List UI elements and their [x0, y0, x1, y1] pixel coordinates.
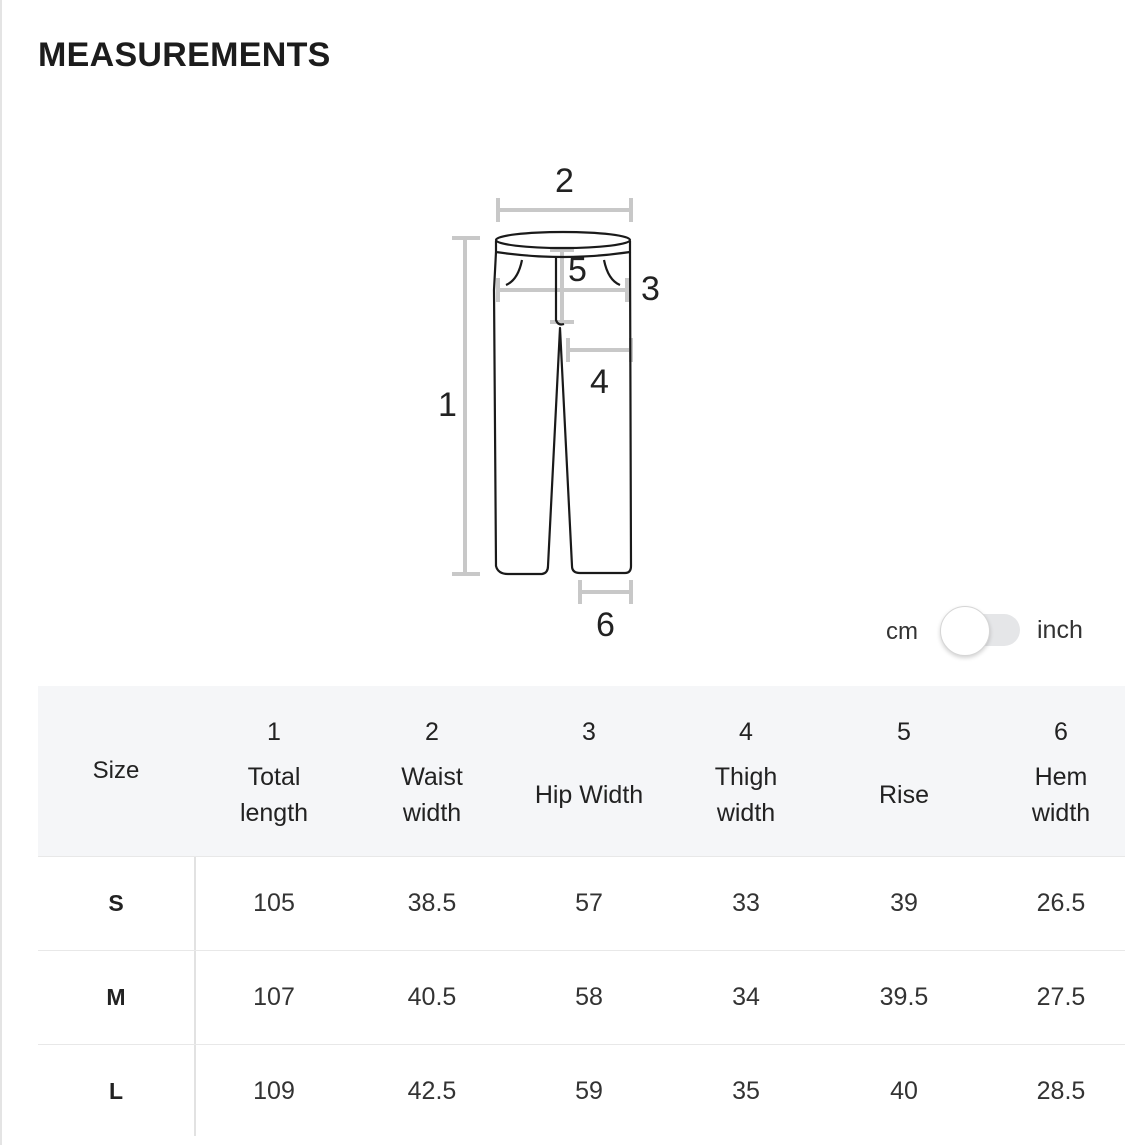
page-title: MEASUREMENTS [38, 36, 331, 74]
cell-thigh-width: 35 [732, 1077, 760, 1105]
unit-inch-label[interactable]: inch [1037, 616, 1083, 644]
right-pocket [604, 260, 620, 285]
cell-hem-width: 26.5 [1036, 889, 1086, 917]
cell-waist-width: 40.5 [407, 983, 457, 1011]
cell-thigh-width: 34 [732, 983, 760, 1011]
unit-switch-knob[interactable] [940, 606, 990, 656]
cell-hem-width: 27.5 [1036, 983, 1086, 1011]
unit-toggle[interactable] [880, 604, 1100, 656]
row-size-label: M [106, 984, 126, 1010]
cell-total-length: 107 [253, 983, 295, 1011]
cell-rise: 40 [890, 1077, 918, 1105]
table-header-row [38, 686, 1125, 856]
header-name: Rise [878, 781, 929, 809]
diagram-label-4: 4 [590, 363, 609, 401]
row-size-label: L [108, 1078, 124, 1104]
header-name: Hip Width [534, 781, 644, 809]
row-size-label: S [108, 890, 124, 916]
cell-hip-width: 58 [575, 983, 603, 1011]
diagram-label-1: 1 [438, 386, 457, 424]
waistband-top [496, 232, 630, 248]
diagram-label-6: 6 [596, 606, 615, 644]
unit-cm-label[interactable]: cm [886, 618, 918, 645]
header-col-1 [195, 686, 353, 856]
header-name: Waist width [401, 763, 463, 827]
cell-total-length: 109 [253, 1077, 295, 1105]
pants-measurement-diagram [420, 150, 680, 650]
header-col-5 [825, 686, 983, 856]
page-left-border [0, 0, 2, 1145]
cell-hem-width: 28.5 [1036, 1077, 1086, 1105]
diagram-label-5: 5 [568, 251, 587, 289]
size-table [38, 686, 1125, 1138]
cell-waist-width: 42.5 [407, 1077, 457, 1105]
left-pocket [506, 260, 522, 285]
header-number: 4 [739, 718, 753, 746]
cell-hip-width: 57 [575, 889, 603, 917]
header-col-2 [353, 686, 511, 856]
header-col-4 [667, 686, 825, 856]
header-name: Thigh width [714, 763, 778, 827]
header-number: 5 [897, 718, 911, 746]
cell-waist-width: 38.5 [407, 889, 457, 917]
size-header: Size [92, 757, 140, 784]
cell-rise: 39.5 [879, 983, 929, 1011]
pants-diagram-svg [420, 150, 680, 650]
cell-hip-width: 59 [575, 1077, 603, 1105]
table-row-s [38, 856, 1125, 950]
header-name: Hem width [1031, 763, 1091, 827]
header-name: Total length [239, 763, 309, 827]
table-row-l [38, 1044, 1125, 1138]
diagram-label-2: 2 [555, 162, 574, 200]
diagram-label-3: 3 [641, 270, 660, 308]
header-number: 3 [582, 718, 596, 746]
header-number: 2 [425, 718, 439, 746]
header-col-3 [510, 686, 668, 856]
cell-thigh-width: 33 [732, 889, 760, 917]
header-number: 6 [1054, 718, 1068, 746]
cell-rise: 39 [890, 889, 918, 917]
cell-total-length: 105 [253, 889, 295, 917]
header-number: 1 [267, 718, 281, 746]
table-row-m [38, 950, 1125, 1044]
measurement-guides [452, 198, 631, 604]
header-col-6 [982, 686, 1125, 856]
